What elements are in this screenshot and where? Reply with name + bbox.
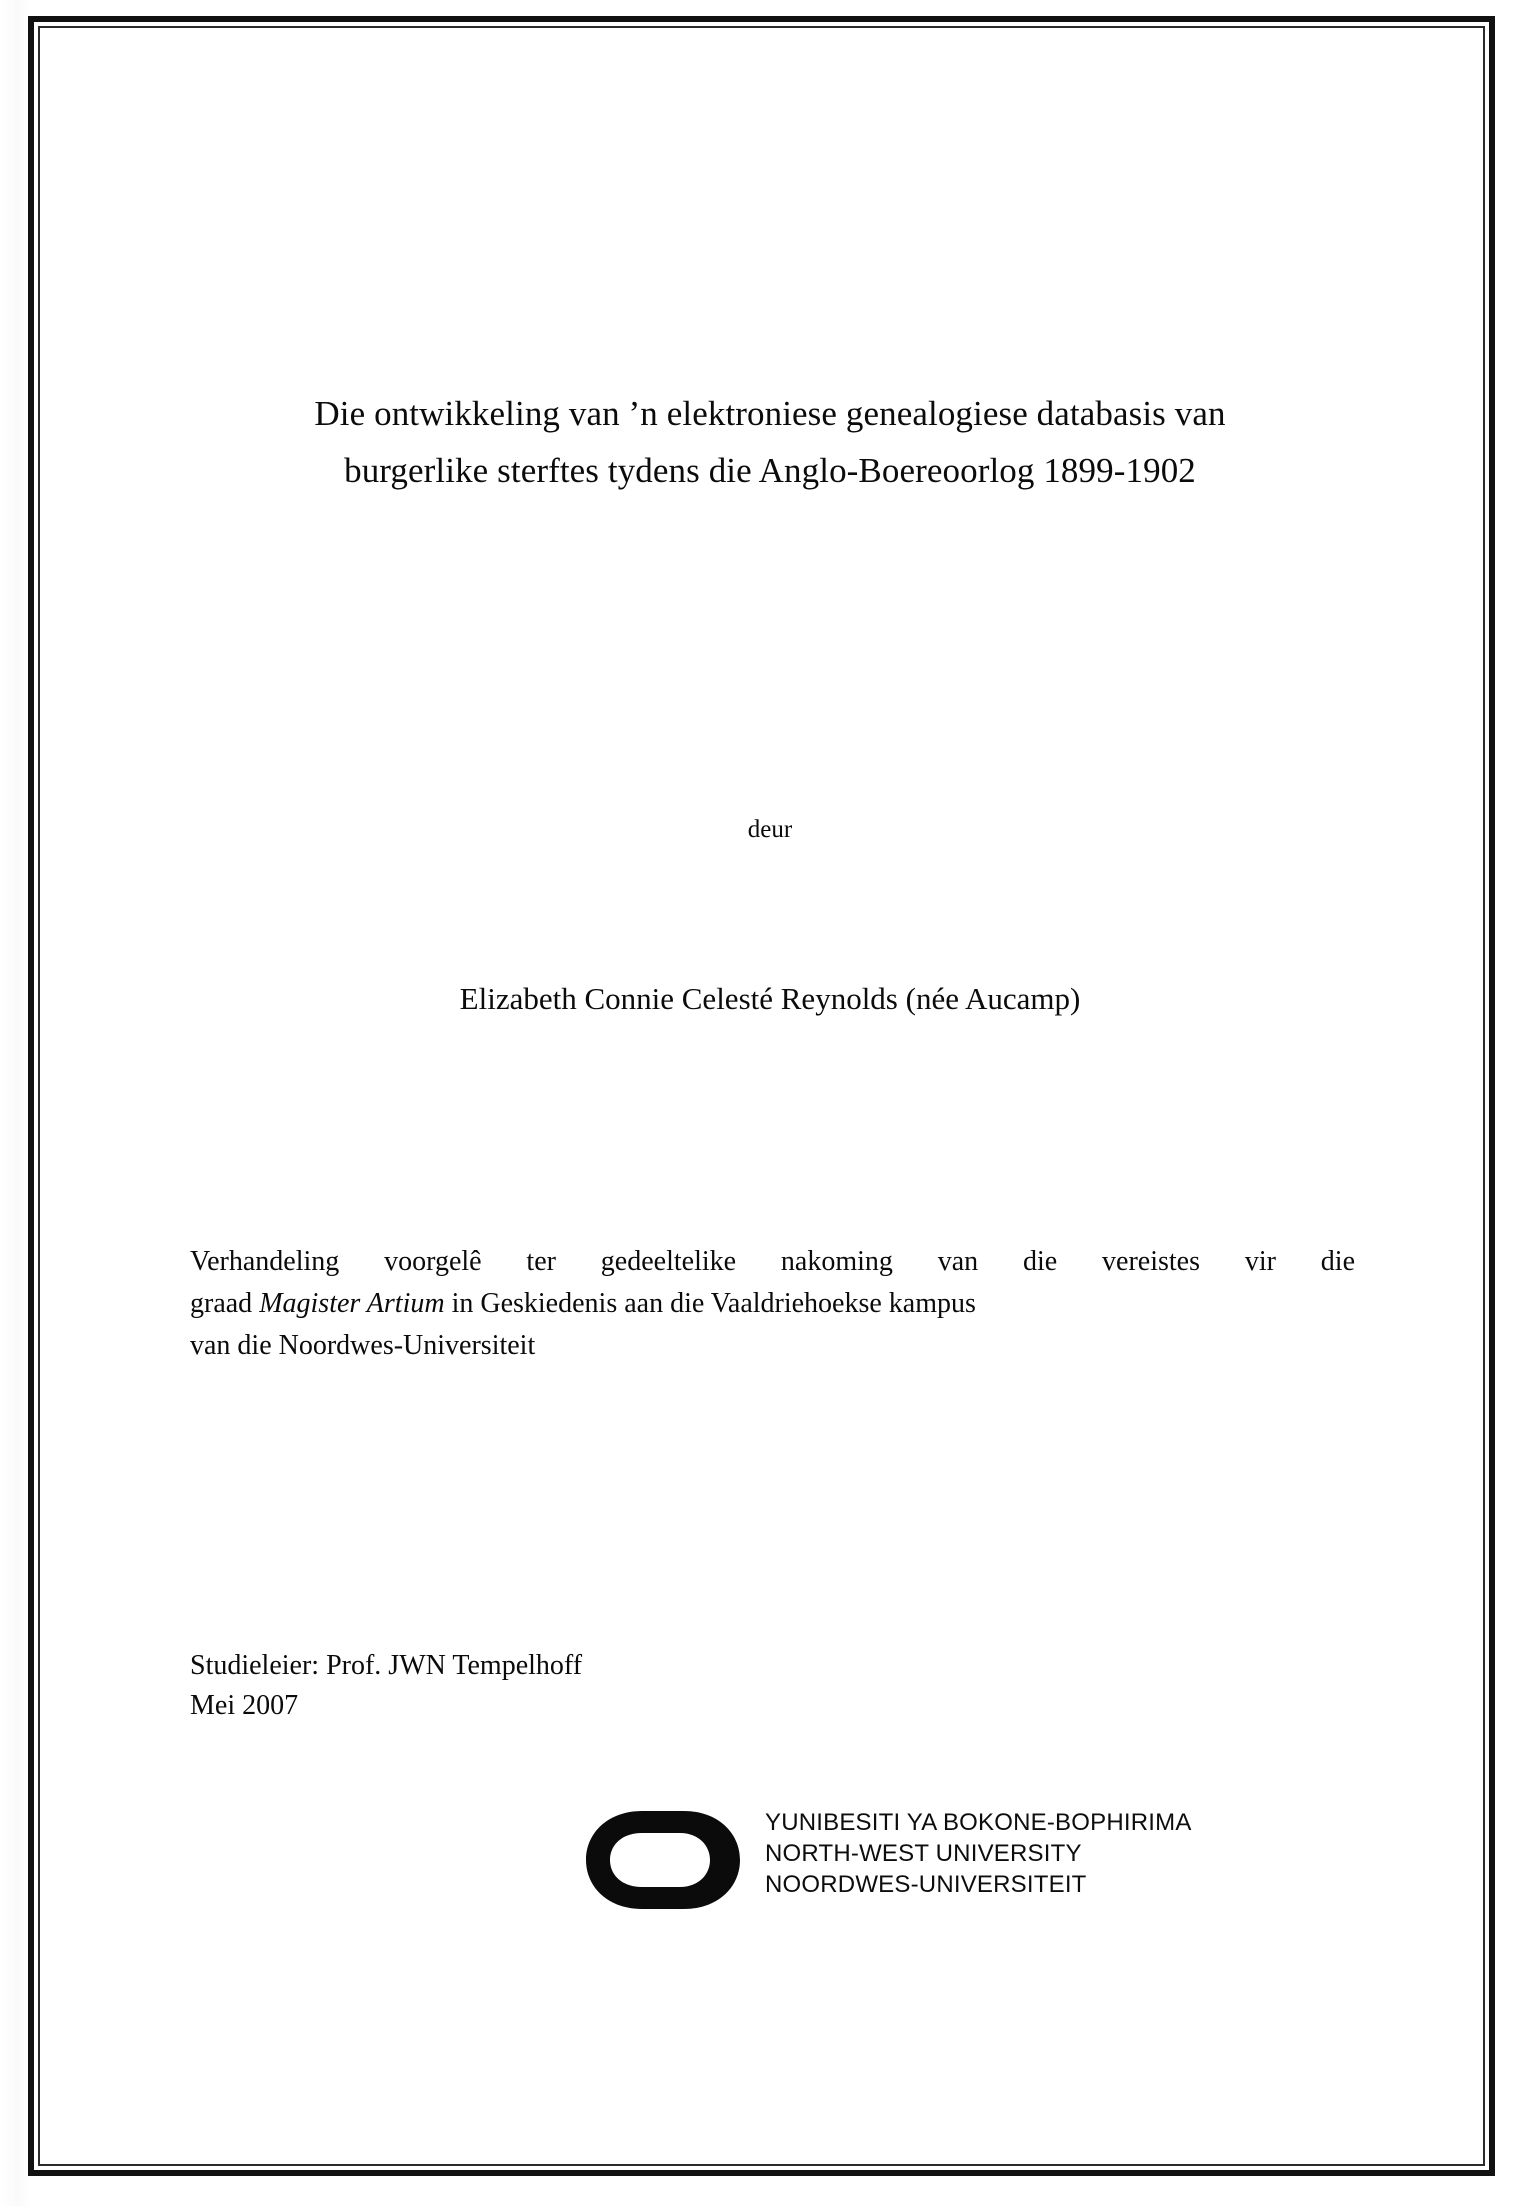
degree-statement-line-2-suffix: in Geskiedenis aan die Vaaldriehoekse kampus bbox=[444, 1288, 976, 1319]
north-west-university-logo-icon bbox=[580, 1805, 760, 1915]
university-logo-text bbox=[765, 1807, 1215, 1901]
page-content bbox=[150, 26, 1390, 2166]
degree-statement-line-2 bbox=[190, 1283, 1355, 1325]
page-title bbox=[180, 386, 1360, 499]
byline-label: deur bbox=[747, 816, 793, 843]
supervisor-line: Studieleier: Prof. JWN Tempelhoff bbox=[190, 1650, 583, 1681]
title-line-1: Die ontwikkeling van ’n elektroniese genealogiese databasis van bbox=[314, 394, 1226, 433]
logo-text-line-3: NOORDWES-UNIVERSITEIT bbox=[765, 1871, 1087, 1899]
degree-statement-line-3: van die Noordwes-Universiteit bbox=[190, 1330, 536, 1361]
supervisor-block bbox=[190, 1646, 1090, 1726]
title-line-2: burgerlike sterftes tydens die Anglo-Boereoorlog 1899-1902 bbox=[344, 450, 1196, 490]
logo-text-line-1: YUNIBESITI YA BOKONE-BOPHIRIMA bbox=[765, 1809, 1192, 1836]
degree-name-italic: Magister Artium bbox=[259, 1288, 445, 1319]
date-line: Mei 2007 bbox=[190, 1689, 299, 1721]
logo-text-line-2: NORTH-WEST UNIVERSITY bbox=[765, 1840, 1082, 1868]
degree-statement bbox=[190, 1241, 1355, 1367]
university-logo-block bbox=[580, 1801, 1220, 1921]
scan-gutter-shade bbox=[0, 0, 30, 2206]
degree-statement-line-2-prefix: graad bbox=[190, 1288, 260, 1319]
author-name: Elizabeth Connie Celesté Reynolds (née Aucamp) bbox=[459, 981, 1081, 1016]
degree-statement-line-1: Verhandeling voorgelê ter gedeeltelike nakoming van die vereistes vir die bbox=[190, 1246, 1355, 1277]
